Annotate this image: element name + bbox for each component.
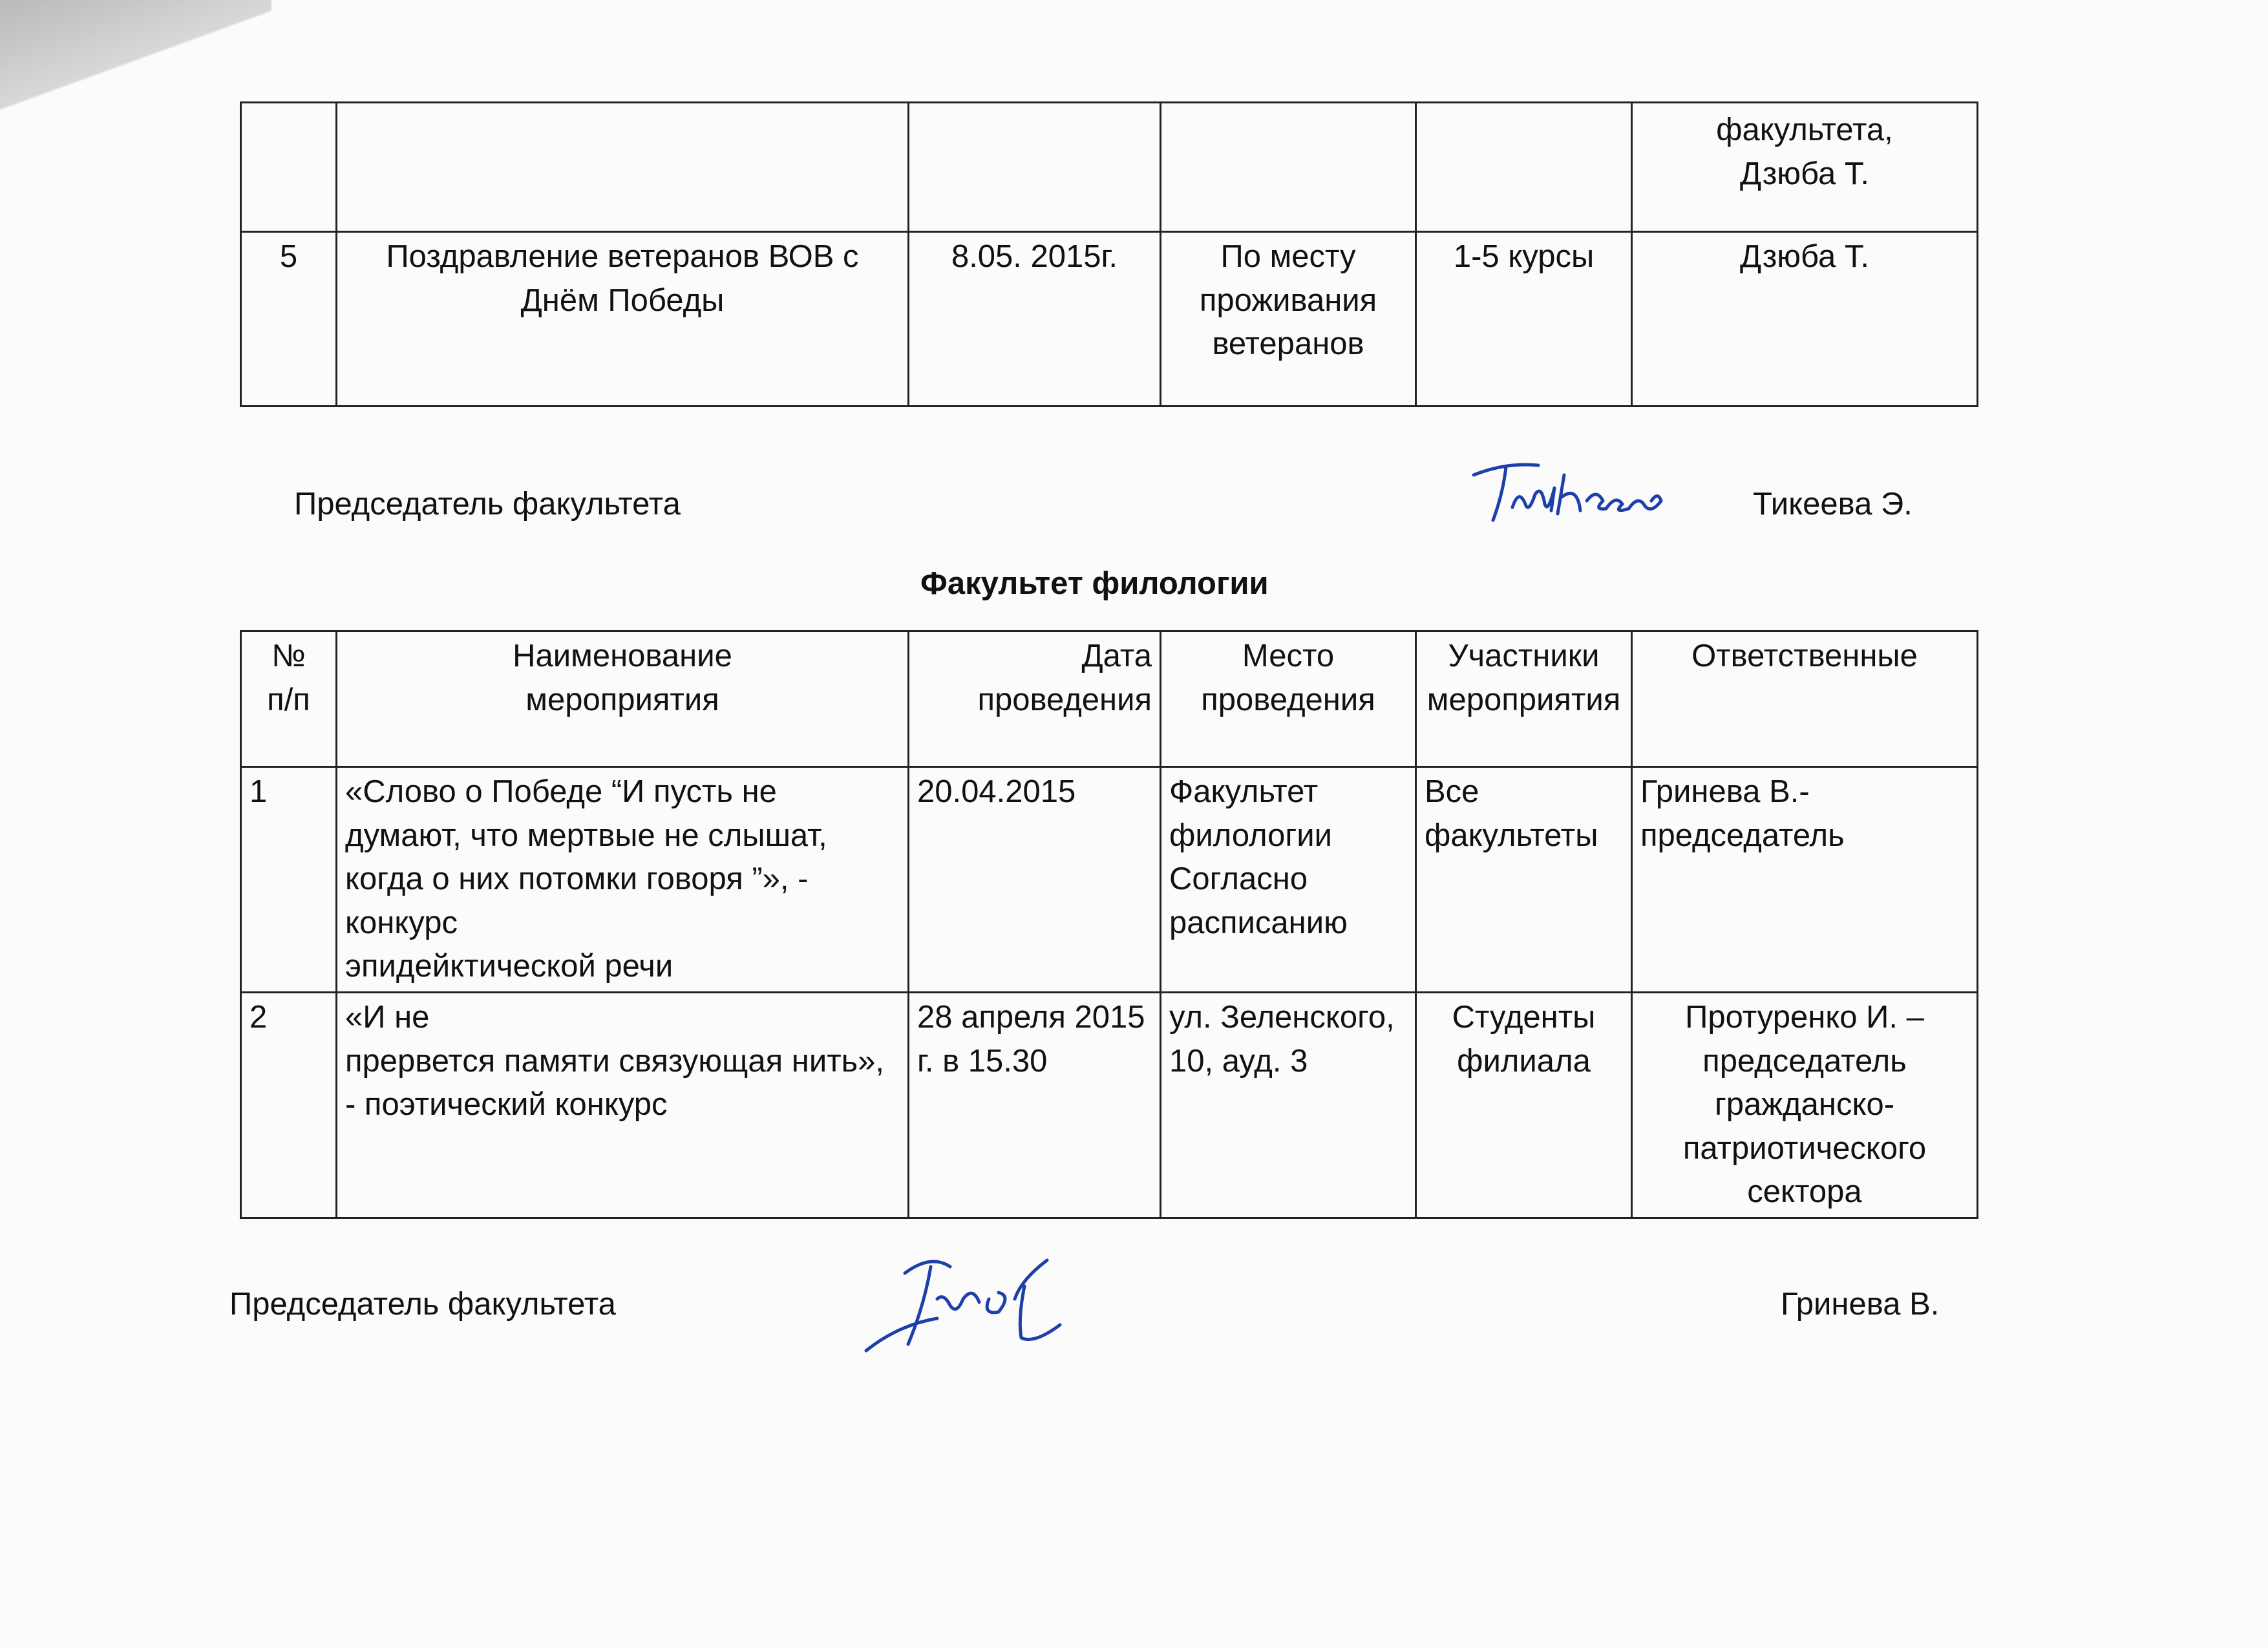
cell-num: 1 (241, 767, 337, 993)
cell-date: 20.04.2015 (909, 767, 1161, 993)
table-row (241, 767, 1978, 993)
cell-responsible: Гринева В.-председатель (1632, 767, 1978, 993)
cell-name (337, 103, 909, 232)
section-title: Факультет филологии (920, 566, 1269, 601)
cell-name: «И не прервется памяти связующая нить», - поэтический конкурс (337, 993, 909, 1218)
signature-grineva (860, 1247, 1073, 1357)
chairman-title-2: Председатель факультета (229, 1287, 616, 1322)
cell-date: 28 апреля 2015 г. в 15.30 (909, 993, 1161, 1218)
header-num: № п/п (241, 631, 337, 767)
cell-place: ул. Зеленского, 10, ауд. 3 (1161, 993, 1416, 1218)
cell-num (241, 103, 337, 232)
header-name: Наименование мероприятия (337, 631, 909, 767)
table-row (241, 232, 1978, 407)
chairman-name-2: Гринева В. (1781, 1287, 1940, 1322)
cell-participants (1416, 103, 1632, 232)
header-participants: Участники мероприятия (1416, 631, 1632, 767)
cell-date (909, 103, 1161, 232)
table-row (241, 103, 1978, 232)
chairman-title-1: Председатель факультета (294, 487, 681, 522)
cell-responsible: Дзюба Т. (1632, 232, 1978, 407)
header-responsible: Ответственные (1632, 631, 1978, 767)
cell-participants: Все факультеты (1416, 767, 1632, 993)
cell-date: 8.05. 2015г. (909, 232, 1161, 407)
header-place: Место проведения (1161, 631, 1416, 767)
cell-participants: Студенты филиала (1416, 993, 1632, 1218)
cell-place: По месту проживания ветеранов (1161, 232, 1416, 407)
folded-corner (0, 0, 271, 142)
table-row (241, 993, 1978, 1218)
cell-responsible: факультета, Дзюба Т. (1632, 103, 1978, 232)
cell-responsible: Протуренко И. – председатель гражданско-патриотического сектора (1632, 993, 1978, 1218)
philology-events-table (240, 630, 1978, 1219)
cell-place (1161, 103, 1416, 232)
cell-name: «Слово о Победе “И пусть не думают, что мертвые не слышат, когда о них потомки говоря ”», - конкурс эпидейктической речи (337, 767, 909, 993)
events-table-continued (240, 101, 1978, 407)
cell-name: Поздравление ветеранов ВОВ с Днём Победы (337, 232, 909, 407)
cell-participants: 1-5 курсы (1416, 232, 1632, 407)
table-header-row (241, 631, 1978, 767)
chairman-name-1: Тикеева Э. (1753, 487, 1913, 522)
cell-num: 2 (241, 993, 337, 1218)
signature-tikeeva (1467, 449, 1674, 533)
cell-num: 5 (241, 232, 337, 407)
header-date: Дата проведения (909, 631, 1161, 767)
cell-place: Факультет филологии Согласно расписанию (1161, 767, 1416, 993)
